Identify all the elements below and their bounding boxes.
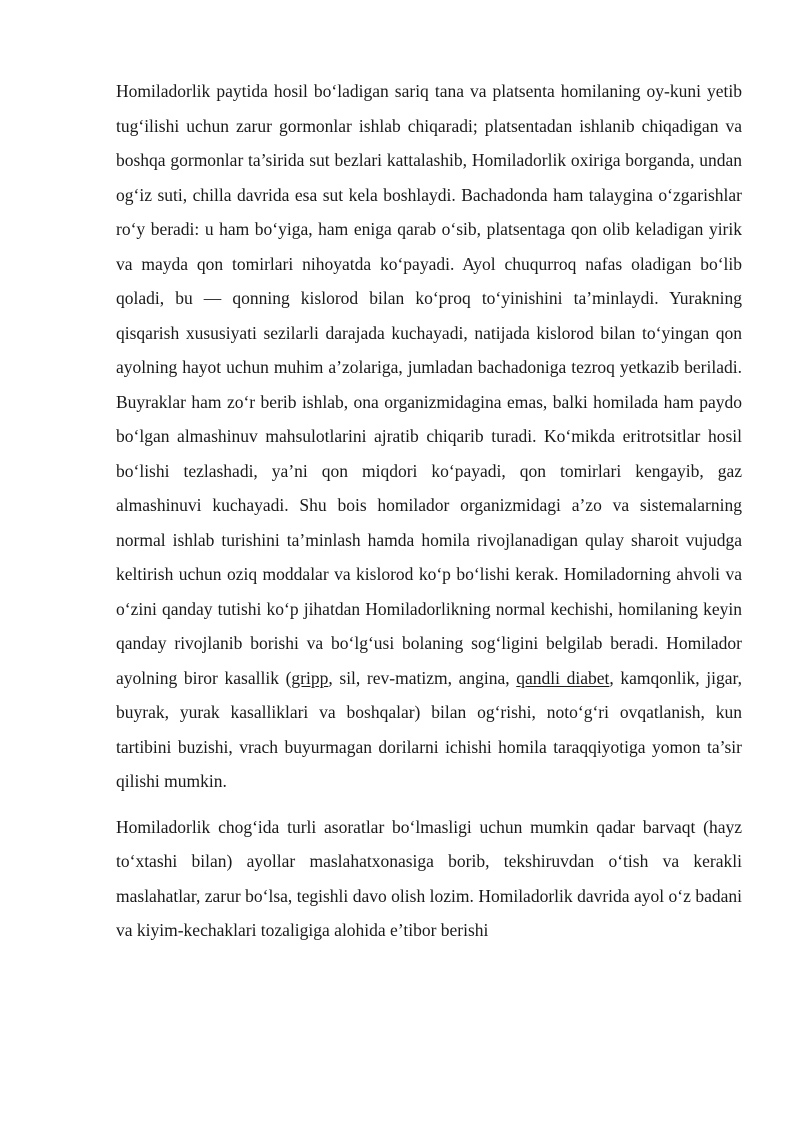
paragraph-text: , sil, rev-matizm, angina,: [328, 667, 517, 688]
link-gripp[interactable]: gripp: [291, 667, 329, 688]
paragraph-pregnancy-care: [116, 810, 742, 948]
link-qandli-diabet[interactable]: qandli diabet: [516, 667, 610, 688]
document-page: [116, 74, 742, 959]
paragraph-text: , kamqonlik, jigar, buyrak, yurak kasalliklari va boshqalar) bilan og‘rishi, noto‘g‘ri ovqatlanish, kun tartibini buzishi, vrach buyurmagan dorilarni ichishi homila taraqqiyotiga yomon ta’sir qilishi mumkin.: [116, 667, 742, 791]
paragraph-text: Homiladorlik chog‘ida turli asoratlar bo‘lmasligi uchun mumkin qadar barvaqt (hayz to‘xtashi bilan) ayollar maslahatxonasiga borib, tekshiruvdan o‘tish va kerakli maslahatlar, zarur bo‘lsa, tegishli davo olish lozim. Homiladorlik davrida ayol o‘z badani va kiyim-kechaklari tozaligiga alohida e’tibor berishi: [116, 816, 742, 940]
paragraph-text: Homiladorlik paytida hosil bo‘ladigan sariq tana va platsenta homilaning oy-kuni yetib tug‘ilishi uchun zarur gormonlar ishlab chiqaradi; platsentadan ishlanib chiqadigan va boshqa gormonlar ta’sirida sut bezlari kattalashib, Homiladorlik oxiriga borganda, undan og‘iz suti, chilla davrida esa sut kela boshlaydi. Bachadonda ham talaygina o‘zgarishlar ro‘y beradi: u ham bo‘yiga, ham eniga qarab o‘sib, platsentaga qon olib keladigan yirik va mayda qon tomirlari nihoyatda ko‘payadi. Ayol chuqurroq nafas oladigan bo‘lib qoladi, bu — qonning kislorod bilan ko‘proq to‘yinishini ta’minlaydi. Yurakning qisqarish xususiyati sezilarli darajada kuchayadi, natijada kislorod bilan to‘yingan qon ayolning hayot uchun muhim a’zolariga, jumladan bachadoniga tezroq yetkazib beriladi. Buyraklar ham zo‘r berib ishlab, ona organizmidagina emas, balki homilada ham paydo bo‘lgan almashinuv mahsulotlarini ajratib chiqarib turadi. Ko‘mikda eritrotsitlar hosil bo‘lishi tezlashadi, ya’ni qon miqdori ko‘payadi, qon tomirlari kengayib, gaz almashinuvi kuchayadi. Shu bois homilador organizmidagi a’zo va sistemalarning normal ishlab turishini ta’minlash hamda homila rivojlanadigan qulay sharoit vujudga keltirish uchun oziq moddalar va kislorod ko‘p bo‘lishi kerak. Homiladorning ahvoli va o‘zini qanday tutishi ko‘p jihatdan Homiladorlikning normal kechishi, homilaning keyin qanday rivojlanib borishi va bo‘lg‘usi bolaning sog‘ligini belgilab beradi. Homilador ayolning biror kasallik (: [116, 81, 742, 688]
paragraph-pregnancy-physiology: [116, 74, 742, 799]
